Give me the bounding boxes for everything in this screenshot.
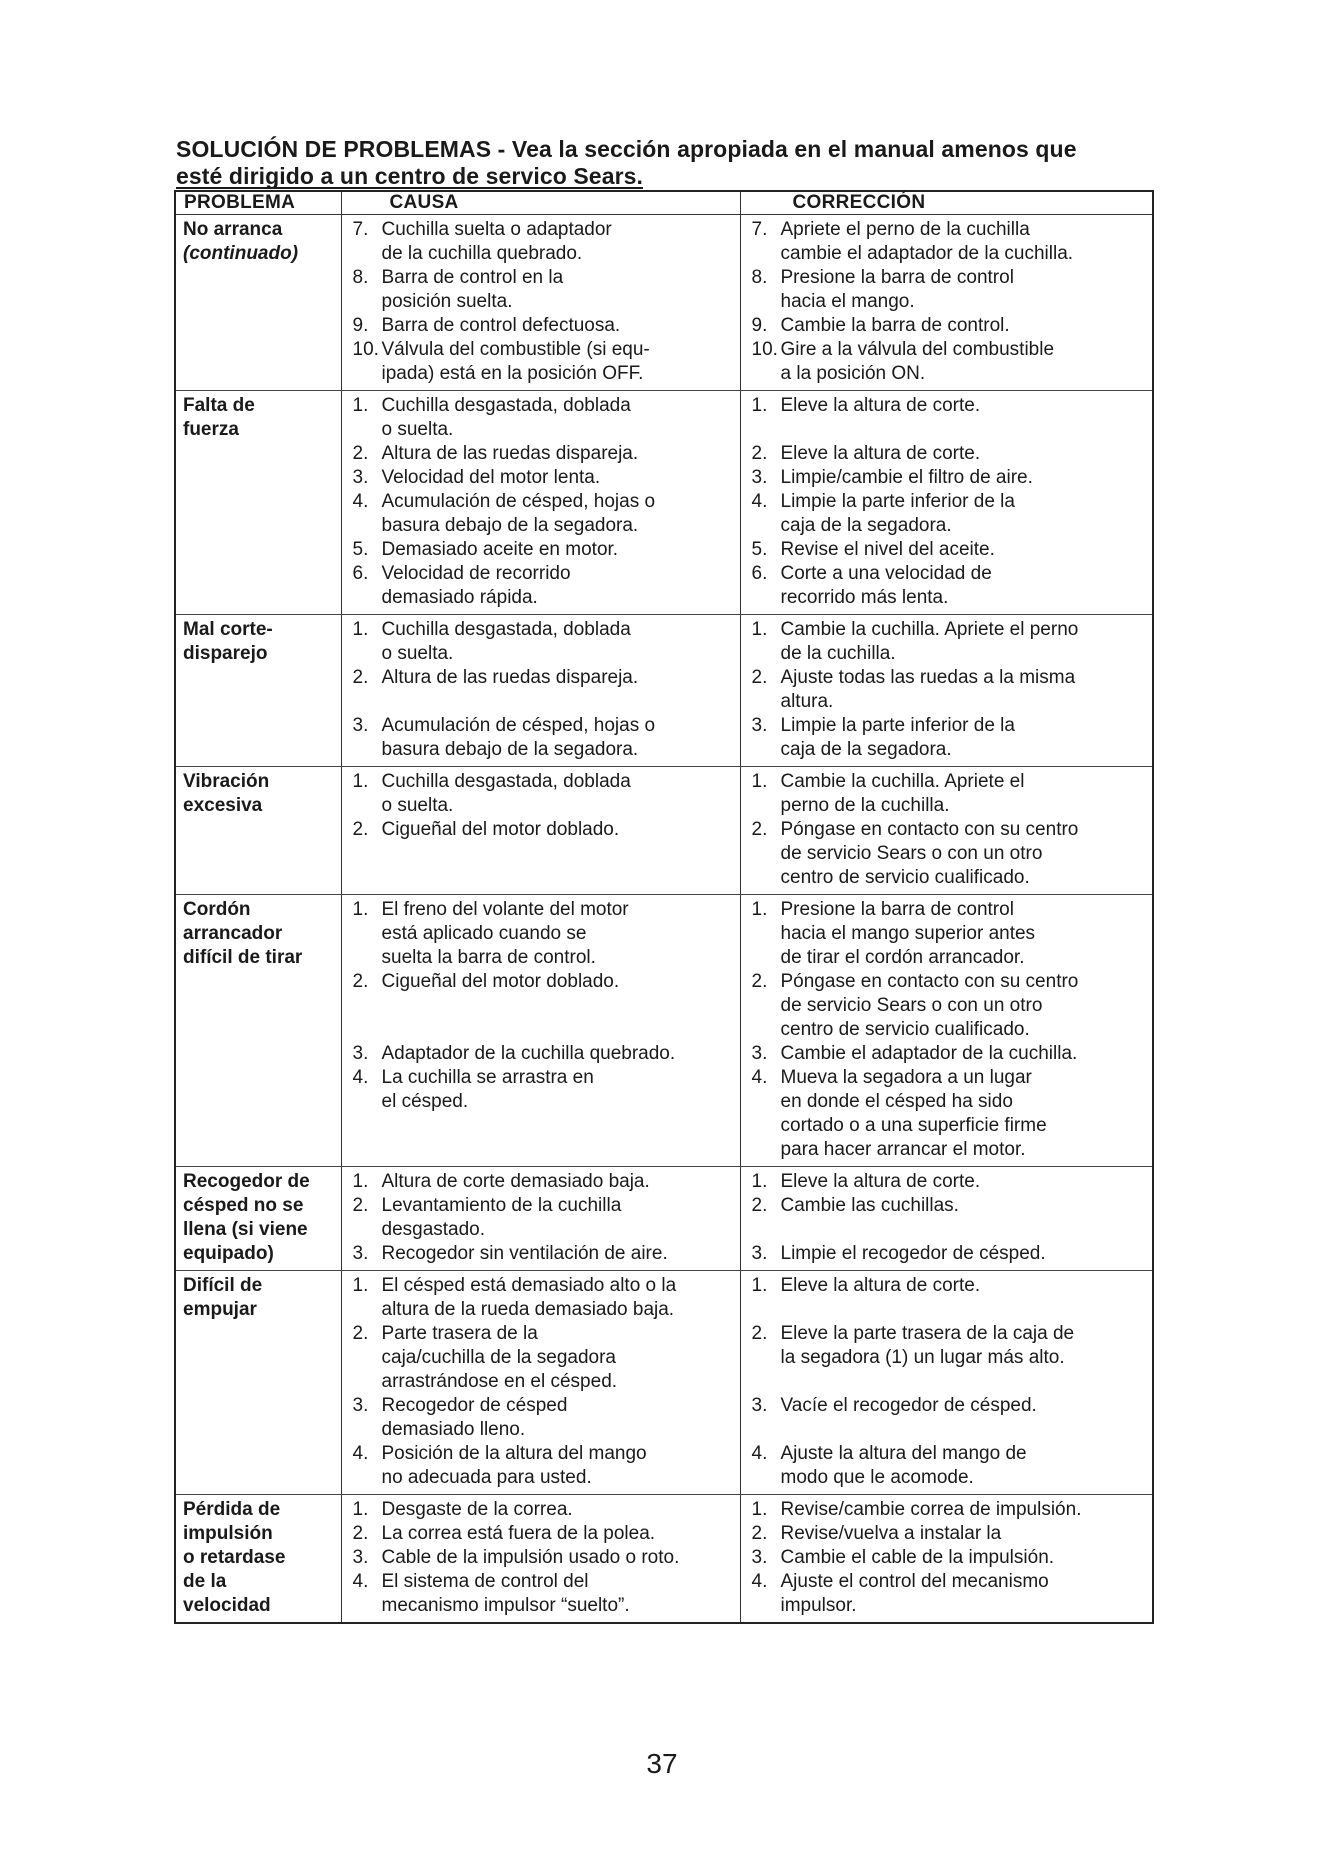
- correction-number: 1.: [751, 771, 768, 792]
- table-row: [175, 1167, 1153, 1271]
- correction-item: [748, 1042, 1149, 1066]
- cause-number: 7.: [352, 219, 369, 240]
- page-number: 37: [646, 1748, 678, 1779]
- correction-item: [748, 338, 1149, 386]
- cause-cell: [341, 215, 740, 391]
- table-row: [175, 615, 1153, 767]
- correction-item: [748, 618, 1149, 666]
- correction-number: 9.: [751, 315, 768, 336]
- cause-item: [349, 1570, 736, 1618]
- cause-text: La correa está fuera de la polea.: [381, 1523, 656, 1544]
- correction-text: Revise/cambie correa de impulsión.: [780, 1499, 1082, 1520]
- problem-label: Difícil de empujar: [183, 1275, 263, 1320]
- title-line-1: SOLUCIÓN DE PROBLEMAS - Vea la sección apropiada en el manual amenos que: [176, 136, 1077, 162]
- correction-number: 1.: [751, 899, 768, 920]
- cause-cell: [341, 767, 740, 895]
- correction-cell: [740, 615, 1153, 767]
- cause-number: 4.: [352, 1571, 369, 1592]
- correction-item: [748, 266, 1149, 314]
- cause-text: Barra de control defectuosa.: [381, 315, 621, 336]
- cause-cell: [341, 1167, 740, 1271]
- cause-text: Barra de control en la posición suelta.: [381, 267, 564, 312]
- problem-label: Pérdida de impulsión o retardase de la velocidad: [183, 1499, 286, 1616]
- problem-cell: [175, 1271, 341, 1495]
- cause-text: Velocidad de recorrido demasiado rápida.: [381, 563, 571, 608]
- cause-text: Recogedor de césped demasiado lleno.: [381, 1395, 568, 1440]
- correction-text: Eleve la altura de corte.: [780, 443, 981, 464]
- cause-item: [349, 818, 736, 842]
- cause-number: 6.: [352, 563, 369, 584]
- cause-number: 8.: [352, 267, 369, 288]
- cause-text: Cuchilla desgastada, doblada o suelta.: [381, 395, 631, 440]
- cause-item: [349, 1066, 736, 1114]
- problem-cell: [175, 767, 341, 895]
- cause-text: Recogedor sin ventilación de aire.: [381, 1243, 668, 1264]
- table-row: [175, 215, 1153, 391]
- correction-item: [748, 1066, 1149, 1162]
- cause-number: 4.: [352, 1443, 369, 1464]
- correction-text: Eleve la altura de corte.: [780, 1275, 981, 1296]
- correction-item: [748, 770, 1149, 818]
- correction-number: 3.: [751, 1043, 768, 1064]
- cause-item: [349, 1242, 736, 1266]
- correction-text: Revise el nivel del aceite.: [780, 539, 995, 560]
- correction-number: 2.: [751, 667, 768, 688]
- cause-number: 9.: [352, 315, 369, 336]
- correction-number: 3.: [751, 1395, 768, 1416]
- correction-text: Eleve la altura de corte.: [780, 395, 981, 416]
- correction-number: 5.: [751, 539, 768, 560]
- cause-number: 4.: [352, 491, 369, 512]
- cause-text: Válvula del combustible (si equ- ipada) está en la posición OFF.: [381, 339, 650, 384]
- page: [174, 136, 1152, 1624]
- correction-cell: [740, 1271, 1153, 1495]
- cause-item: [349, 970, 736, 994]
- correction-number: 1.: [751, 395, 768, 416]
- cause-number: 3.: [352, 1243, 369, 1264]
- correction-text: Cambie la cuchilla. Apriete el perno de la cuchilla.: [780, 771, 1025, 816]
- correction-item: [748, 1242, 1149, 1266]
- cause-text: Altura de las ruedas dispareja.: [381, 667, 639, 688]
- title-line-2: esté dirigido a un centro de servico Sears.: [176, 163, 644, 189]
- correction-item: [748, 538, 1149, 562]
- cause-number: 5.: [352, 539, 369, 560]
- correction-cell: [740, 895, 1153, 1167]
- problem-cell: [175, 1495, 341, 1624]
- cause-number: 2.: [352, 443, 369, 464]
- cause-number: 3.: [352, 1395, 369, 1416]
- cause-item: [349, 1522, 736, 1546]
- correction-number: 4.: [751, 1067, 768, 1088]
- problem-cell: [175, 391, 341, 615]
- correction-number: 2.: [751, 1195, 768, 1216]
- cause-number: 1.: [352, 1499, 369, 1520]
- correction-number: 6.: [751, 563, 768, 584]
- correction-item: [748, 1170, 1149, 1194]
- correction-number: 2.: [751, 1323, 768, 1344]
- cause-cell: [341, 391, 740, 615]
- correction-text: Cambie la barra de control.: [780, 315, 1010, 336]
- correction-number: 2.: [751, 819, 768, 840]
- cause-text: Velocidad del motor lenta.: [381, 467, 601, 488]
- problem-label: Recogedor de césped no se llena (si viene equipado): [183, 1171, 310, 1264]
- problem-label: No arranca: [183, 219, 283, 240]
- cause-text: Demasiado aceite en motor.: [381, 539, 619, 560]
- correction-item: [748, 1570, 1149, 1618]
- correction-item: [748, 394, 1149, 418]
- cause-item: [349, 714, 736, 762]
- cause-item: [349, 466, 736, 490]
- correction-item: [748, 442, 1149, 466]
- cause-number: 1.: [352, 771, 369, 792]
- cause-item: [349, 338, 736, 386]
- correction-number: 8.: [751, 267, 768, 288]
- correction-text: Cambie el adaptador de la cuchilla.: [780, 1043, 1078, 1064]
- problem-label: Mal corte- disparejo: [183, 619, 273, 664]
- cause-item: [349, 218, 736, 266]
- cause-text: Cigueñal del motor doblado.: [381, 971, 620, 992]
- correction-item: [748, 970, 1149, 1042]
- correction-cell: [740, 391, 1153, 615]
- cause-text: Posición de la altura del mango no adecuada para usted.: [381, 1443, 647, 1488]
- cause-number: 2.: [352, 1195, 369, 1216]
- cause-cell: [341, 615, 740, 767]
- cause-item: [349, 1322, 736, 1394]
- cause-number: 2.: [352, 1323, 369, 1344]
- cause-number: 1.: [352, 619, 369, 640]
- correction-text: Ajuste todas las ruedas a la misma altura.: [780, 667, 1076, 712]
- cause-item: [349, 490, 736, 538]
- cause-text: Cable de la impulsión usado o roto.: [381, 1547, 680, 1568]
- correction-number: 3.: [751, 467, 768, 488]
- cause-text: El sistema de control del mecanismo impulsor “suelto”.: [381, 1571, 630, 1616]
- correction-number: 1.: [751, 1171, 768, 1192]
- header-problem: PROBLEMA: [175, 191, 341, 215]
- cause-number: 3.: [352, 715, 369, 736]
- correction-number: 2.: [751, 1523, 768, 1544]
- correction-item: [748, 562, 1149, 610]
- cause-item: [349, 1170, 736, 1194]
- cause-item: [349, 538, 736, 562]
- cause-item: [349, 666, 736, 690]
- cause-item: [349, 1442, 736, 1490]
- correction-number: 7.: [751, 219, 768, 240]
- correction-item: [748, 1194, 1149, 1218]
- cause-item: [349, 770, 736, 818]
- cause-item: [349, 1394, 736, 1442]
- cause-item: [349, 1042, 736, 1066]
- correction-text: Cambie el cable de la impulsión.: [780, 1547, 1055, 1568]
- correction-item: [748, 666, 1149, 714]
- table-header-row: [175, 191, 1153, 215]
- cause-text: Levantamiento de la cuchilla desgastado.: [381, 1195, 622, 1240]
- correction-text: Cambie la cuchilla. Apriete el perno de la cuchilla.: [780, 619, 1079, 664]
- cause-number: 4.: [352, 1067, 369, 1088]
- correction-cell: [740, 767, 1153, 895]
- cause-text: Altura de las ruedas dispareja.: [381, 443, 639, 464]
- cause-number: 2.: [352, 667, 369, 688]
- correction-number: 2.: [751, 971, 768, 992]
- problem-label: Falta de fuerza: [183, 395, 255, 440]
- troubleshooting-table: [174, 190, 1154, 1624]
- cause-text: Cuchilla desgastada, doblada o suelta.: [381, 619, 631, 664]
- header-cause: CAUSA: [341, 191, 740, 215]
- cause-item: [349, 314, 736, 338]
- correction-text: Presione la barra de control hacia el mango superior antes de tirar el cordón arrancador.: [780, 899, 1036, 968]
- cause-cell: [341, 1271, 740, 1495]
- table-row: [175, 767, 1153, 895]
- cause-number: 1.: [352, 1275, 369, 1296]
- cause-item: [349, 1194, 736, 1242]
- table-row: [175, 895, 1153, 1167]
- correction-text: Corte a una velocidad de recorrido más lenta.: [780, 563, 992, 608]
- correction-text: Eleve la altura de corte.: [780, 1171, 981, 1192]
- correction-cell: [740, 1167, 1153, 1271]
- cause-item: [349, 562, 736, 610]
- problem-label: Cordón arrancador difícil de tirar: [183, 899, 303, 968]
- correction-text: Limpie el recogedor de césped.: [780, 1243, 1046, 1264]
- header-correction: CORRECCIÓN: [740, 191, 1153, 215]
- cause-text: Cuchilla suelta o adaptador de la cuchilla quebrado.: [381, 219, 612, 264]
- correction-text: Mueva la segadora a un lugar en donde el césped ha sido cortado o a una superficie firme para hacer arrancar el motor.: [780, 1067, 1047, 1160]
- correction-item: [748, 898, 1149, 970]
- correction-item: [748, 818, 1149, 890]
- correction-text: Ajuste el control del mecanismo impulsor.: [780, 1571, 1049, 1616]
- correction-cell: [740, 1495, 1153, 1624]
- correction-number: 4.: [751, 491, 768, 512]
- cause-number: 1.: [352, 899, 369, 920]
- cause-number: 2.: [352, 1523, 369, 1544]
- problem-label: Vibración excesiva: [183, 771, 270, 816]
- correction-text: Limpie la parte inferior de la caja de la segadora.: [780, 715, 1015, 760]
- cause-number: 2.: [352, 971, 369, 992]
- cause-text: Desgaste de la correa.: [381, 1499, 573, 1520]
- page-title: [176, 136, 1152, 190]
- cause-text: Cuchilla desgastada, doblada o suelta.: [381, 771, 631, 816]
- correction-number: 3.: [751, 1243, 768, 1264]
- correction-item: [748, 1394, 1149, 1418]
- problem-cell: [175, 895, 341, 1167]
- cause-item: [349, 1546, 736, 1570]
- correction-item: [748, 1442, 1149, 1490]
- cause-cell: [341, 895, 740, 1167]
- table-body: [175, 215, 1153, 1624]
- problem-cell: [175, 215, 341, 391]
- correction-item: [748, 1274, 1149, 1298]
- correction-text: Presione la barra de control hacia el mango.: [780, 267, 1014, 312]
- correction-item: [748, 314, 1149, 338]
- cause-number: 2.: [352, 819, 369, 840]
- cause-item: [349, 394, 736, 442]
- cause-text: El césped está demasiado alto o la altura de la rueda demasiado baja.: [381, 1275, 677, 1320]
- cause-number: 3.: [352, 1043, 369, 1064]
- cause-text: Parte trasera de la caja/cuchilla de la segadora arrastrándose en el césped.: [381, 1323, 618, 1392]
- correction-item: [748, 1546, 1149, 1570]
- cause-number: 10.: [352, 339, 379, 360]
- correction-cell: [740, 215, 1153, 391]
- cause-number: 1.: [352, 1171, 369, 1192]
- correction-number: 1.: [751, 619, 768, 640]
- problem-cell: [175, 615, 341, 767]
- correction-text: Limpie/cambie el filtro de aire.: [780, 467, 1033, 488]
- cause-text: Acumulación de césped, hojas o basura debajo de la segadora.: [381, 491, 656, 536]
- correction-text: Revise/vuelva a instalar la: [780, 1523, 1002, 1544]
- cause-item: [349, 1274, 736, 1322]
- cause-number: 3.: [352, 467, 369, 488]
- cause-number: 1.: [352, 395, 369, 416]
- cause-text: Altura de corte demasiado baja.: [381, 1171, 650, 1192]
- correction-item: [748, 466, 1149, 490]
- correction-text: Vacíe el recogedor de césped.: [780, 1395, 1037, 1416]
- correction-number: 4.: [751, 1443, 768, 1464]
- cause-text: Cigueñal del motor doblado.: [381, 819, 620, 840]
- correction-number: 2.: [751, 443, 768, 464]
- cause-text: Acumulación de césped, hojas o basura debajo de la segadora.: [381, 715, 656, 760]
- cause-cell: [341, 1495, 740, 1624]
- cause-item: [349, 898, 736, 970]
- cause-item: [349, 266, 736, 314]
- correction-text: Cambie las cuchillas.: [780, 1195, 959, 1216]
- cause-item: [349, 618, 736, 666]
- correction-text: Póngase en contacto con su centro de servicio Sears o con un otro centro de servicio cualificado.: [780, 819, 1079, 888]
- problem-cell: [175, 1167, 341, 1271]
- correction-item: [748, 490, 1149, 538]
- correction-item: [748, 1498, 1149, 1522]
- correction-item: [748, 714, 1149, 762]
- cause-text: Adaptador de la cuchilla quebrado.: [381, 1043, 676, 1064]
- cause-text: La cuchilla se arrastra en el césped.: [381, 1067, 594, 1112]
- table-row: [175, 1495, 1153, 1624]
- cause-item: [349, 1498, 736, 1522]
- correction-number: 1.: [751, 1499, 768, 1520]
- table-row: [175, 1271, 1153, 1495]
- cause-number: 3.: [352, 1547, 369, 1568]
- correction-text: Póngase en contacto con su centro de servicio Sears o con un otro centro de servicio cualificado.: [780, 971, 1079, 1040]
- table-row: [175, 391, 1153, 615]
- cause-item: [349, 442, 736, 466]
- correction-text: Ajuste la altura del mango de modo que le acomode.: [780, 1443, 1027, 1488]
- problem-note: (continuado): [183, 243, 299, 264]
- correction-text: Gire a la válvula del combustible a la posición ON.: [780, 339, 1055, 384]
- correction-number: 3.: [751, 1547, 768, 1568]
- correction-text: Apriete el perno de la cuchilla cambie el adaptador de la cuchilla.: [780, 219, 1074, 264]
- correction-number: 4.: [751, 1571, 768, 1592]
- correction-number: 3.: [751, 715, 768, 736]
- correction-text: Limpie la parte inferior de la caja de la segadora.: [780, 491, 1015, 536]
- correction-item: [748, 1322, 1149, 1370]
- correction-item: [748, 1522, 1149, 1546]
- correction-number: 10.: [751, 339, 778, 360]
- correction-number: 1.: [751, 1275, 768, 1296]
- correction-text: Eleve la parte trasera de la caja de la segadora (1) un lugar más alto.: [780, 1323, 1075, 1368]
- correction-item: [748, 218, 1149, 266]
- cause-text: El freno del volante del motor está aplicado cuando se suelta la barra de control.: [381, 899, 629, 968]
